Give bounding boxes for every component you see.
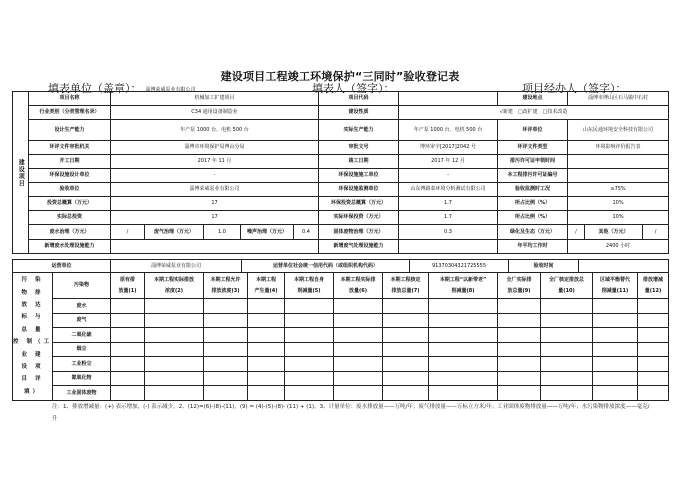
gas-label: 废气治理（万元）	[145, 225, 204, 240]
side-label-line: 物 排	[21, 289, 44, 296]
pollutant-cell[interactable]	[593, 313, 638, 328]
table-row	[13, 299, 669, 314]
pollutant-cell[interactable]	[334, 386, 383, 401]
pollutant-cell[interactable]	[145, 313, 204, 328]
design-capacity: 年产泵 1000 台、电机 500 台	[111, 120, 319, 141]
column-header-line: 本期工程自身	[293, 276, 324, 283]
column-header-line: 排放浓度(3)	[211, 287, 240, 294]
operator-label: 运营单位	[13, 260, 111, 273]
eia-unit: 山东民通环境安全科技有限公司	[568, 120, 669, 141]
pollutant-cell[interactable]	[429, 313, 498, 328]
eia-type-label: 环评文件类型	[498, 141, 568, 155]
table-row	[13, 313, 669, 328]
completion-date: 2017 年 12 月	[399, 155, 498, 169]
column-header-line: 本期工程核定	[390, 276, 421, 283]
pollutant-name: 烟尘	[53, 342, 111, 357]
pollutant-cell[interactable]	[383, 342, 429, 357]
side-label-line: 业 建	[21, 351, 44, 358]
column-header-line: 量(10)	[558, 287, 575, 294]
pollutant-cell[interactable]	[383, 313, 429, 328]
column-header-line: 全厂实际排	[506, 276, 532, 283]
pollutant-cell[interactable]	[111, 342, 145, 357]
column-header	[204, 273, 248, 299]
pollutant-side-label	[13, 273, 53, 401]
solid-label: 固体废物治理（万元）	[319, 225, 399, 240]
pollutant-cell[interactable]	[638, 328, 669, 343]
pollutant-cell[interactable]	[593, 342, 638, 357]
pollutant-name: 工业固体废物	[53, 386, 111, 401]
pollutant-cell[interactable]	[638, 299, 669, 314]
side-label-line: 放 达	[21, 302, 44, 309]
pollutant-cell[interactable]	[285, 386, 334, 401]
pollutant-cell[interactable]	[383, 328, 429, 343]
design-unit-label: 环保设施设计单位	[29, 169, 111, 183]
permit-no-label: 本工程排污许可证编号	[498, 169, 568, 183]
table-row	[13, 386, 669, 401]
column-header	[383, 273, 429, 299]
pollutant-cell[interactable]	[285, 371, 334, 386]
industry-label: 行业类别（分类管理名录）	[29, 106, 111, 120]
pollutant-cell[interactable]	[248, 386, 285, 401]
pollutant-cell[interactable]	[429, 357, 498, 372]
construction-unit: -	[399, 169, 498, 183]
column-header-line: 排放总量(7)	[391, 287, 420, 294]
column-header	[111, 273, 145, 299]
permit-no[interactable]	[568, 169, 669, 183]
design-capacity-label: 设计生产能力	[29, 120, 111, 141]
column-header	[498, 273, 541, 299]
side-label-line: 标 与	[21, 314, 44, 321]
pollutant-cell[interactable]	[204, 371, 248, 386]
pollutant-cell[interactable]	[204, 342, 248, 357]
new-water-cap-label: 新增废水处理设施能力	[29, 240, 111, 254]
acceptance-time[interactable]	[579, 260, 669, 273]
budget-env-label: 环保投资总概算（万元）	[319, 197, 399, 211]
ratio2-label: 所占比例（%）	[498, 211, 568, 225]
column-header-line: 原有排	[119, 276, 135, 283]
start-date: 2017 年 11 月	[111, 155, 319, 169]
column-header-line: 削减量(11)	[601, 287, 629, 294]
document-title: 建设项目工程竣工环境保护“三同时”验收登记表	[220, 70, 460, 83]
pollutant-cell[interactable]	[145, 342, 204, 357]
location: 淄博市博山区石马镇中石村	[568, 92, 669, 106]
other-label: 其他（万元）	[585, 225, 643, 240]
pollutant-cell[interactable]	[145, 371, 204, 386]
pollutant-cell[interactable]	[638, 313, 669, 328]
noise-label: 噪声治理（万元）	[241, 225, 294, 240]
column-header-line: 本期工程允许	[210, 276, 241, 283]
water-label: 废水治理（万元）	[29, 225, 111, 240]
pollutant-cell[interactable]	[204, 328, 248, 343]
pollutant-cell[interactable]	[383, 371, 429, 386]
pollutant-cell[interactable]	[429, 299, 498, 314]
permit-time-label: 排污许可证申领时间	[498, 155, 568, 169]
pollutant-cell[interactable]	[248, 299, 285, 314]
pollutant-cell[interactable]	[111, 357, 145, 372]
pollutant-name: 废气	[53, 313, 111, 328]
pollutant-cell[interactable]	[111, 371, 145, 386]
pollutant-cell[interactable]	[204, 386, 248, 401]
column-header	[145, 273, 204, 299]
pollutant-cell[interactable]	[248, 342, 285, 357]
column-header-line: 本期工程实际排放	[153, 276, 194, 283]
project-side-label: 建设项目	[13, 92, 29, 254]
actual-total: 17	[111, 211, 319, 225]
column-header-line: 本期工程	[255, 276, 276, 283]
eia-unit-label: 环评单位	[498, 120, 568, 141]
filler-label: 填表人（签字）：	[312, 82, 395, 95]
pollutant-cell[interactable]	[541, 371, 593, 386]
column-header-line: 量(12)	[644, 287, 662, 294]
actual-env: 1.7	[399, 211, 498, 225]
pollutant-cell[interactable]	[285, 328, 334, 343]
pollutant-name: 氮氧化物	[53, 371, 111, 386]
approval-no-label: 审批文号	[319, 141, 399, 155]
pollutant-cell[interactable]	[429, 328, 498, 343]
pollutant-name: 二氧化硫	[53, 328, 111, 343]
column-header	[541, 273, 593, 299]
pollutant-cell[interactable]	[593, 299, 638, 314]
pollutant-cell[interactable]	[204, 313, 248, 328]
column-header-line: 削减量(8)	[451, 287, 475, 294]
pollutant-cell[interactable]	[541, 299, 593, 314]
side-label-line: 设 项	[21, 364, 44, 371]
pollutant-cell[interactable]	[498, 328, 541, 343]
pollutant-cell[interactable]	[498, 342, 541, 357]
pollutant-cell[interactable]	[541, 386, 593, 401]
pollutant-cell[interactable]	[248, 371, 285, 386]
budget-env: 1.7	[399, 197, 498, 211]
budget-total-label: 投资总概算（万元）	[29, 197, 111, 211]
pollutant-cell[interactable]	[498, 386, 541, 401]
credit-code: 91370304321725555	[410, 260, 509, 273]
permit-time[interactable]	[568, 155, 669, 169]
credit-code-label: 运营单位社会统一信用代码（或组织机构代码）	[242, 260, 410, 273]
pollutant-cell[interactable]	[498, 313, 541, 328]
approval-no: 博环审字[2017]2042 号	[399, 141, 498, 155]
operator-table	[12, 259, 669, 273]
pollutant-cell[interactable]	[248, 313, 285, 328]
pollutant-cell[interactable]	[204, 299, 248, 314]
pollutant-cell[interactable]	[204, 357, 248, 372]
pollutant-cell[interactable]	[638, 357, 669, 372]
column-header-line: 本期工程实际排	[340, 276, 376, 283]
pollutant-cell[interactable]	[593, 386, 638, 401]
pollutant-cell[interactable]	[429, 371, 498, 386]
pollutant-cell[interactable]	[638, 342, 669, 357]
pollutant-cell[interactable]	[498, 357, 541, 372]
actual-capacity: 年产泵 1000 台、电机 500 台	[399, 120, 498, 141]
column-header-line: 放量(1)	[118, 287, 137, 294]
pollutant-cell[interactable]	[429, 342, 498, 357]
actual-env-label: 实际环保投资（万元）	[319, 211, 399, 225]
column-header	[593, 273, 638, 299]
footnote: 注：1、排放增减量：(+) 表示增加，(-) 表示减少。2、(12)=(6)-(8)-(11)，(9) = (4)-(5)-(8)- (11) + (1)。3、计量单位：废水排放量——万吨/年；废气排放量——万标立方米/年；工业固体废物排放量——万吨/年；水污染物排放浓度——毫克/升	[52, 404, 650, 422]
monitor-condition-label: 验收监测时工况	[498, 183, 568, 197]
pollutant-cell[interactable]	[334, 299, 383, 314]
monitor-condition: ≥75%	[568, 183, 669, 197]
actual-total-label: 实际总投资	[29, 211, 111, 225]
pollutant-table	[12, 272, 669, 401]
column-header-line: 削减量(5)	[297, 287, 321, 294]
fill-unit-value: 淄博荣威泵业有限公司	[145, 86, 196, 93]
pollutant-name: 工业粉尘	[53, 357, 111, 372]
pollutant-cell[interactable]	[429, 386, 498, 401]
pollutant-cell[interactable]	[111, 299, 145, 314]
pollutant-header: 污染物	[53, 273, 111, 299]
column-header-line: 区域平衡替代	[599, 276, 630, 283]
pollutant-cell[interactable]	[541, 313, 593, 328]
column-header-line: 排放增减	[642, 276, 663, 283]
construction-unit-label: 环保设施施工单位	[319, 169, 399, 183]
actual-capacity-label: 实际生产能力	[319, 120, 399, 141]
pollutant-cell[interactable]	[638, 386, 669, 401]
pollutant-cell[interactable]	[638, 371, 669, 386]
approval-org-label: 环评文件审批机关	[29, 141, 111, 155]
column-header-line: 产生量(4)	[254, 287, 278, 294]
column-header-line: 浓度(2)	[164, 287, 184, 294]
pollutant-cell[interactable]	[383, 386, 429, 401]
pollutant-cell[interactable]	[248, 357, 285, 372]
gas-value: 1.0	[204, 225, 241, 240]
ratio2: 10%	[568, 211, 669, 225]
pollutant-cell[interactable]	[593, 328, 638, 343]
acceptance-time-label: 验收时间	[509, 260, 579, 273]
column-header-line: 放总量(9)	[507, 287, 531, 294]
column-header	[248, 273, 285, 299]
column-header	[334, 273, 383, 299]
column-header	[285, 273, 334, 299]
new-water-cap[interactable]	[111, 240, 319, 254]
pollutant-cell[interactable]	[285, 313, 334, 328]
fill-unit-label: 填表单位（盖章）：	[48, 82, 142, 95]
column-header-line: 本期工程“以新带老”	[439, 276, 487, 283]
side-label-line: 污 染	[21, 277, 44, 284]
pollutant-cell[interactable]	[145, 357, 204, 372]
pollutant-cell[interactable]	[334, 371, 383, 386]
ratio1: 10%	[568, 197, 669, 211]
pollutant-cell[interactable]	[334, 313, 383, 328]
pollutant-cell[interactable]	[145, 299, 204, 314]
project-info-table	[12, 91, 669, 254]
water-value: /	[111, 225, 145, 240]
pollutant-cell[interactable]	[541, 342, 593, 357]
pollutant-cell[interactable]	[541, 357, 593, 372]
pollutant-cell[interactable]	[111, 386, 145, 401]
solid-value: 0.3	[399, 225, 498, 240]
monitor-unit-label: 环保设施监测单位	[319, 183, 399, 197]
budget-total: 17	[111, 197, 319, 211]
pollutant-cell[interactable]	[383, 357, 429, 372]
ratio1-label: 所占比例（%）	[498, 197, 568, 211]
pollutant-cell[interactable]	[334, 328, 383, 343]
project-code[interactable]	[399, 92, 498, 106]
nature-label: 建设性质	[319, 106, 399, 120]
table-row	[13, 328, 669, 343]
column-header	[638, 273, 669, 299]
acceptance-unit-label: 验收单位	[29, 183, 111, 197]
column-header-line: 放量(6)	[348, 287, 368, 294]
new-gas-cap-label: 新增废气处理设施能力	[319, 240, 399, 254]
table-row	[13, 357, 669, 372]
pollutant-cell[interactable]	[498, 299, 541, 314]
pollutant-cell[interactable]	[593, 371, 638, 386]
completion-date-label: 竣工日期	[319, 155, 399, 169]
pollutant-cell[interactable]	[383, 299, 429, 314]
industry: C34 通用设备制造业	[111, 106, 319, 120]
side-label-line: 总 量	[21, 326, 44, 333]
table-row	[13, 371, 669, 386]
other-value: /	[643, 225, 669, 240]
annual-hours-label: 年平均工作时	[498, 240, 568, 254]
nature-checkboxes[interactable]: √新建 □改扩建 □技术改造	[399, 106, 669, 120]
new-gas-cap[interactable]	[399, 240, 498, 254]
project-code-label: 项目代码	[319, 92, 399, 106]
pollutant-cell[interactable]	[285, 357, 334, 372]
table-row	[13, 342, 669, 357]
column-header-line: 全厂核定排放总	[548, 276, 584, 283]
location-label: 建设地点	[498, 92, 568, 106]
side-label-line: 控 制（工	[13, 339, 52, 346]
acceptance-unit: 淄博荣威泵业有限公司	[111, 183, 319, 197]
monitor-unit: 山东博路泰环境分析测试有限公司	[399, 183, 498, 197]
pollutant-cell[interactable]	[248, 328, 285, 343]
pollutant-cell[interactable]	[498, 371, 541, 386]
pollutant-cell[interactable]	[334, 357, 383, 372]
project-name-label: 项目名称	[29, 92, 111, 106]
approval-org: 淄博市环境保护局博山分局	[111, 141, 319, 155]
pollutant-cell[interactable]	[334, 342, 383, 357]
pollutant-name: 废水	[53, 299, 111, 314]
side-label-line: 目 详 填）	[21, 376, 44, 395]
annual-hours: 2400 小时	[568, 240, 669, 254]
column-header	[429, 273, 498, 299]
pollutant-cell[interactable]	[145, 328, 204, 343]
green-label: 绿化及生态（万元）	[498, 225, 568, 240]
operator-value: 淄博荣威泵业有限公司	[111, 260, 242, 273]
pollutant-cell[interactable]	[111, 313, 145, 328]
noise-value: 0.4	[294, 225, 319, 240]
pollutant-cell[interactable]	[285, 299, 334, 314]
pollutant-cell[interactable]	[593, 357, 638, 372]
green-value: /	[568, 225, 585, 240]
pollutant-cell[interactable]	[541, 328, 593, 343]
start-date-label: 开工日期	[29, 155, 111, 169]
project-name: 机械加工扩建项目	[111, 92, 319, 106]
design-unit: -	[111, 169, 319, 183]
pollutant-cell[interactable]	[111, 328, 145, 343]
pollutant-cell[interactable]	[285, 342, 334, 357]
pollutant-cell[interactable]	[145, 386, 204, 401]
eia-type: 环境影响评价报告表	[568, 141, 669, 155]
manager-label: 项目经办人（签字）：	[522, 82, 627, 95]
